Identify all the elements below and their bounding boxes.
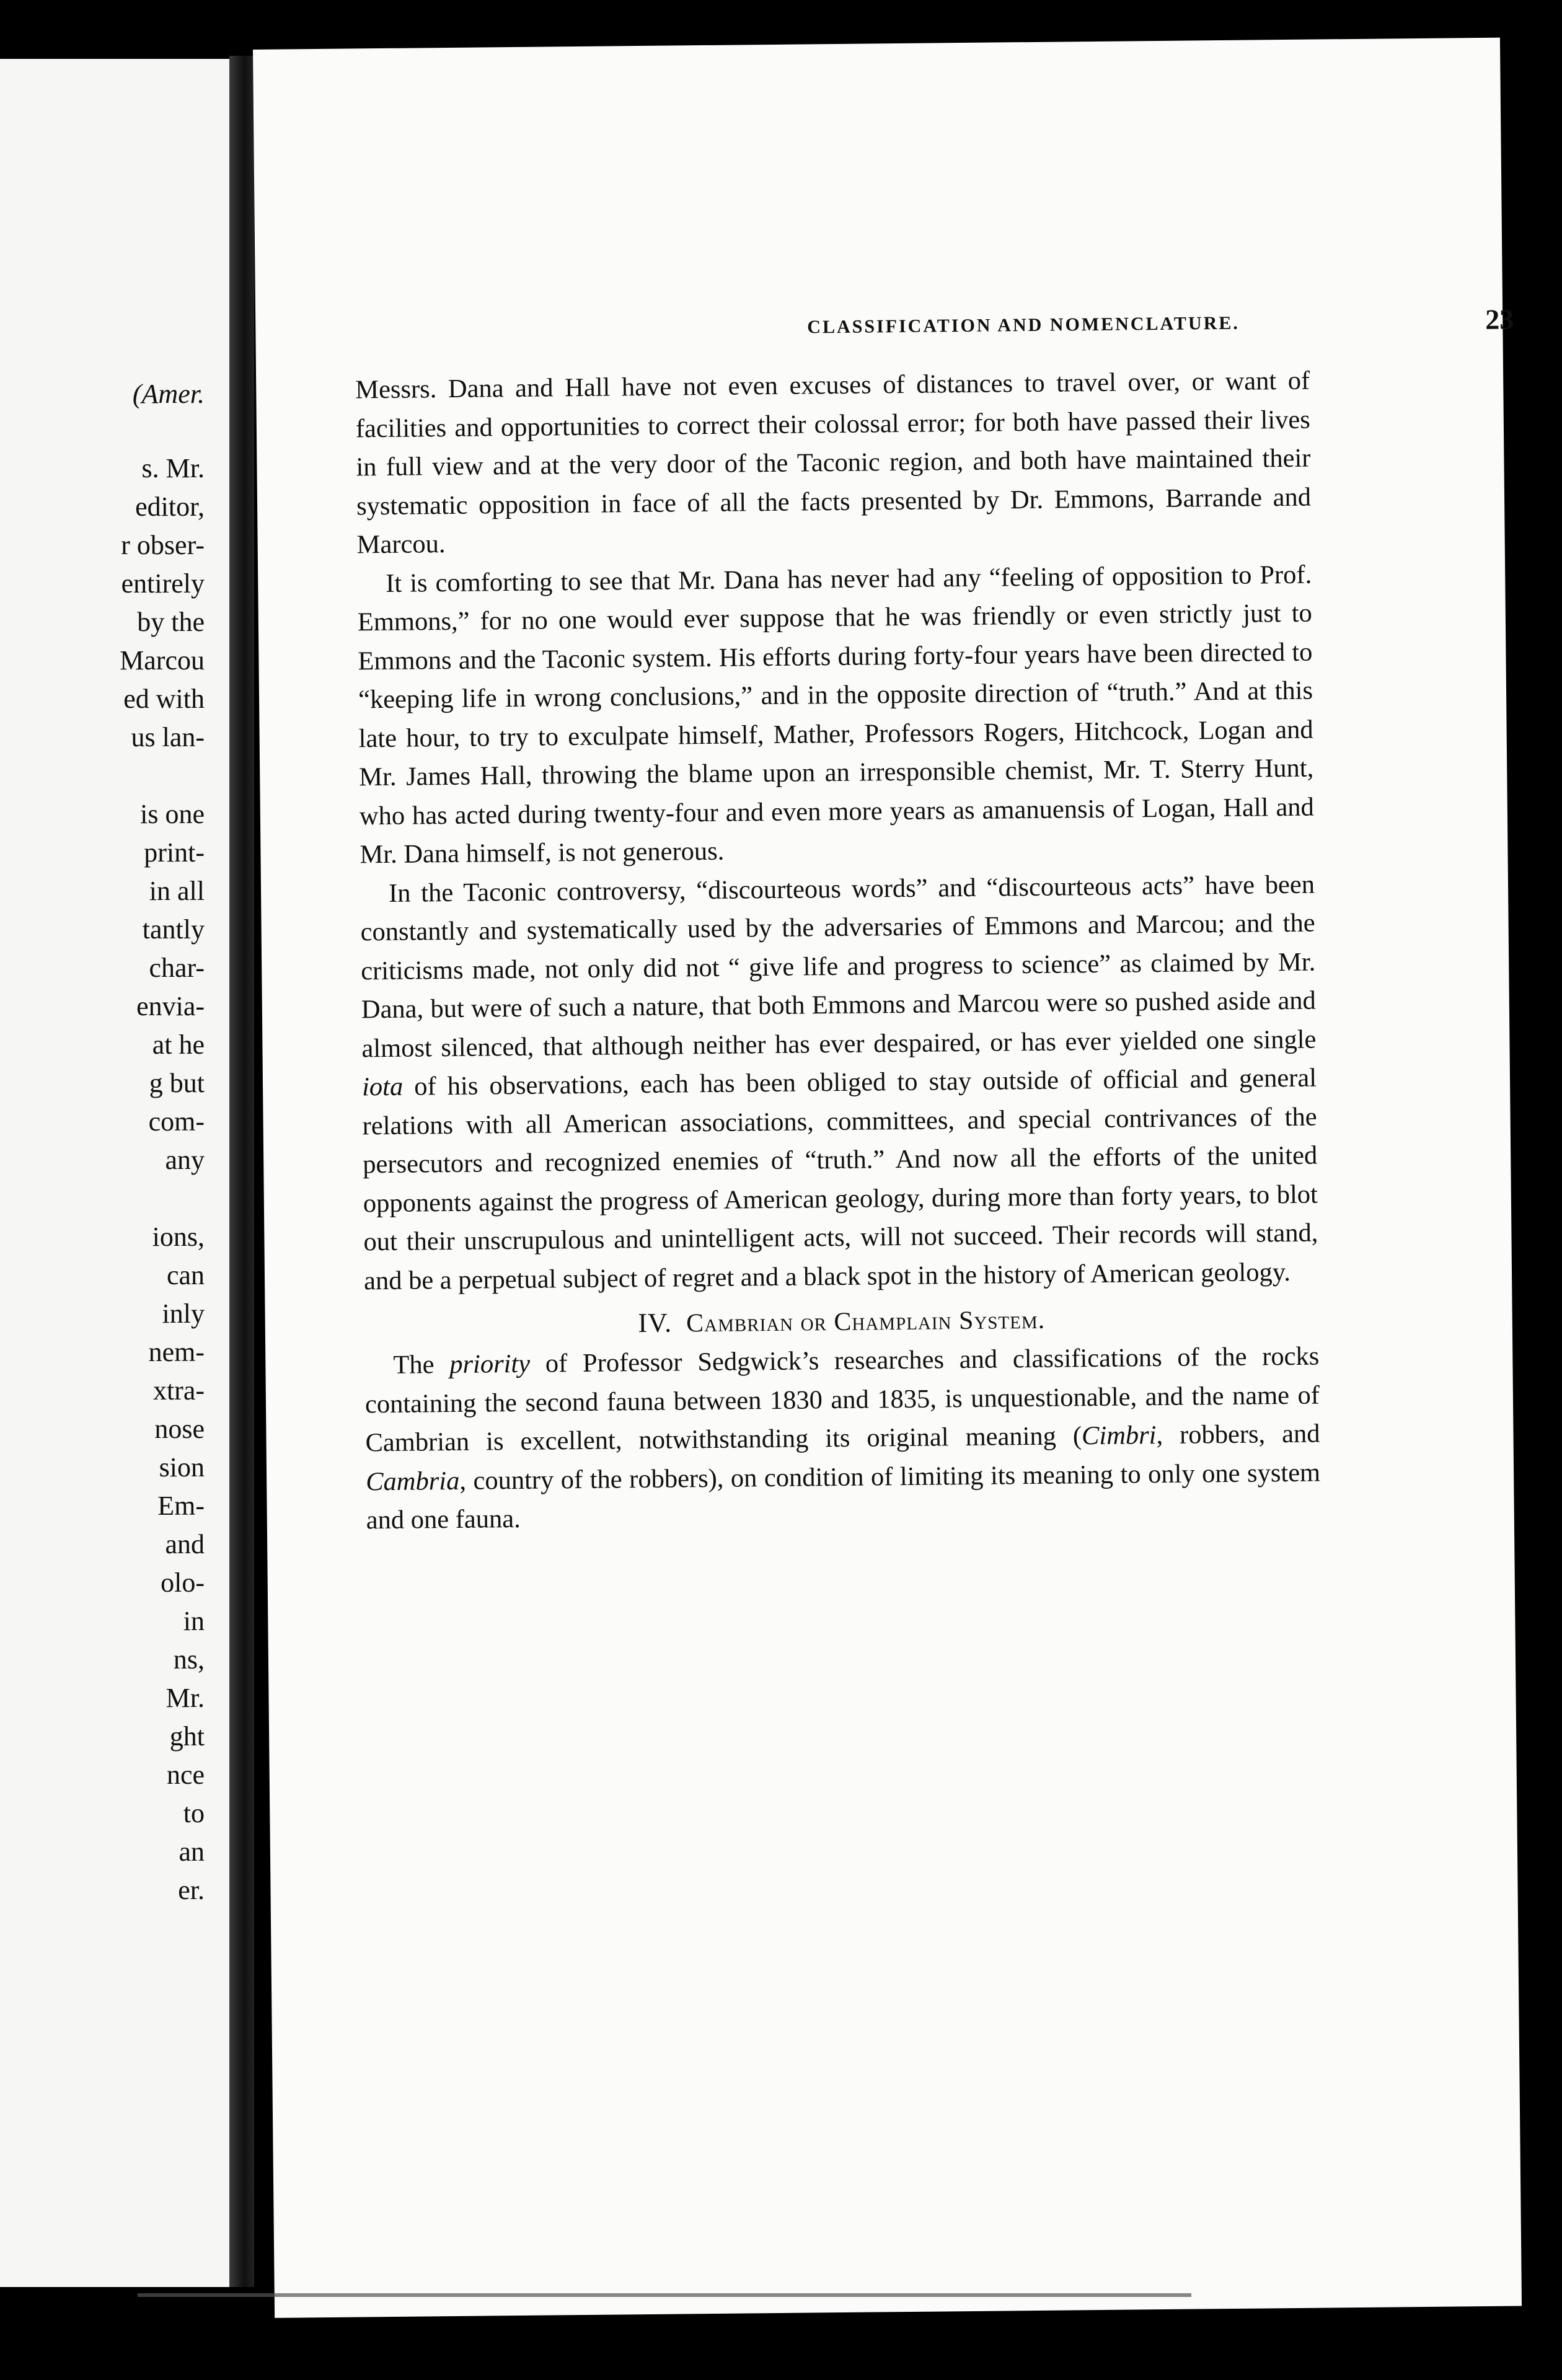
page-bottom-edge xyxy=(138,2293,1191,2297)
left-page-line: to xyxy=(183,1798,205,1828)
left-page-line: r obser- xyxy=(121,530,205,560)
left-page-line: any xyxy=(165,1145,205,1175)
paragraph-4-text-d: , country of the robbers), on condition of limiting its meaning to only one system and one fauna. xyxy=(366,1458,1321,1535)
section-numeral: IV. xyxy=(638,1307,673,1339)
left-page-line: ns, xyxy=(173,1644,205,1675)
left-page-line: and xyxy=(165,1529,205,1559)
left-page-line: an xyxy=(179,1836,205,1867)
left-page-line: (Amer. xyxy=(132,379,205,409)
left-page-line: ght xyxy=(169,1721,205,1752)
left-page-line: entirely xyxy=(121,568,205,599)
left-page-line: tantly xyxy=(142,914,205,945)
left-page-line: com- xyxy=(148,1106,205,1137)
left-page-line: nose xyxy=(154,1414,205,1444)
paragraph-3-text-b: of his observations, each has been obliged to stay outside of official and general relations with all American associations, committees, and special contrivances of the persecutors and recognized enemies of “truth.” And now all the efforts of the united opponents against the progress of American geology, during more than forty years, to blot out their unscrupulous and unintelligent acts, will not succeed. Their records will stand, and be a perpetual subject of regret and a black spot in the history of American geology. xyxy=(362,1063,1318,1295)
left-page-line: by the xyxy=(137,607,205,637)
section-title: Cambrian or Champlain System. xyxy=(686,1305,1046,1338)
left-page-line: envia- xyxy=(136,991,205,1021)
body-text xyxy=(355,362,1321,1540)
book-gutter xyxy=(229,56,254,2287)
left-page-line: inly xyxy=(162,1298,205,1329)
left-page-line: in xyxy=(183,1606,205,1636)
left-page xyxy=(0,59,229,2287)
left-page-line: us lan- xyxy=(131,722,205,752)
paragraph-2: It is comforting to see that Mr. Dana has never had any “feeling of opposition to Prof. Emmons,” for no one would ever suppose that he was friendly or even strictly just to Emmons and the Taconic system. His efforts during forty-four years have been directed to “keeping life in wrong conclusions,” and in the opposite direction of “truth.” And at this late hour, to try to exculpate himself, Mather, Professors Rogers, Hitchcock, Logan and Mr. James Hall, throwing the blame upon an irresponsible chemist, Mr. T. Sterry Hunt, who has acted during twenty-four and even more years as amanuensis of Logan, Hall and Mr. Dana himself, is not generous. xyxy=(357,560,1315,870)
page-number: 23 xyxy=(1485,303,1514,335)
left-page-line: ions, xyxy=(152,1222,205,1252)
left-page-line: Mr. xyxy=(165,1683,205,1713)
running-head xyxy=(559,303,1514,356)
left-page-line: s. Mr. xyxy=(141,453,205,483)
left-page-line: at he xyxy=(152,1029,205,1060)
paragraph-3 xyxy=(360,865,1319,1300)
left-page-line: editor, xyxy=(135,491,205,522)
left-page-line: nem- xyxy=(148,1337,205,1367)
left-page-line: Marcou xyxy=(120,645,205,676)
left-page-line: ed with xyxy=(123,684,205,714)
left-page-line: er. xyxy=(178,1875,205,1905)
paragraph-4-italic-cimbri: Cimbri xyxy=(1081,1421,1157,1451)
paragraph-4-text-c: , robbers, and xyxy=(1156,1419,1320,1450)
left-page-line: nce xyxy=(166,1760,205,1790)
left-page-line: g but xyxy=(149,1068,205,1098)
left-page-line: sion xyxy=(159,1452,205,1483)
paragraph-4 xyxy=(364,1338,1321,1540)
left-page-line: is one xyxy=(140,799,205,829)
paragraph-3-italic: iota xyxy=(361,1072,404,1102)
right-page xyxy=(253,38,1522,2318)
left-page-line: in all xyxy=(149,876,205,906)
scan-background xyxy=(0,0,1562,37)
paragraph-4-text-b: of Professor Sedgwick’s researches and classifications of the rocks containing the second fauna between 1830 and 1835, is unquestionable, and the name of Cambrian is excellent, notwithstanding its original meaning ( xyxy=(364,1341,1320,1458)
left-page-line: char- xyxy=(149,953,205,983)
paragraph-4-italic-cambria: Cambria xyxy=(365,1466,460,1496)
left-page-line: print- xyxy=(144,837,205,868)
paragraph-4-text-a: The xyxy=(393,1350,450,1380)
paragraph-3-text-a: In the Taconic controversy, “discourteous words” and “discourteous acts” have been constantly and systematically used by the adversaries of Emmons and Marcou; and the criticisms made, not only did not “ give life and progress to science” as claimed by Mr. Dana, but were of such a nature, that both Emmons and Marcou were so pushed aside and almost silenced, that although neither has ever despaired, or has ever yielded one single xyxy=(360,870,1317,1063)
running-title: CLASSIFICATION AND NOMENCLATURE. xyxy=(807,312,1240,338)
paragraph-1: Messrs. Dana and Hall have not even excuses of distances to travel over, or want of facilities and opportunities to correct their colossal error; for both have passed their lives in full view and at the very door of the Taconic region, and both have maintained their systematic opposition in face of all the facts presented by Dr. Emmons, Barrande and Marcou. xyxy=(355,366,1312,560)
paragraph-4-italic-priority: priority xyxy=(449,1349,531,1380)
left-page-line: Em- xyxy=(157,1491,205,1521)
left-page-line: can xyxy=(166,1260,205,1290)
left-page-line: olo- xyxy=(161,1567,205,1598)
left-page-line: xtra- xyxy=(152,1375,205,1406)
